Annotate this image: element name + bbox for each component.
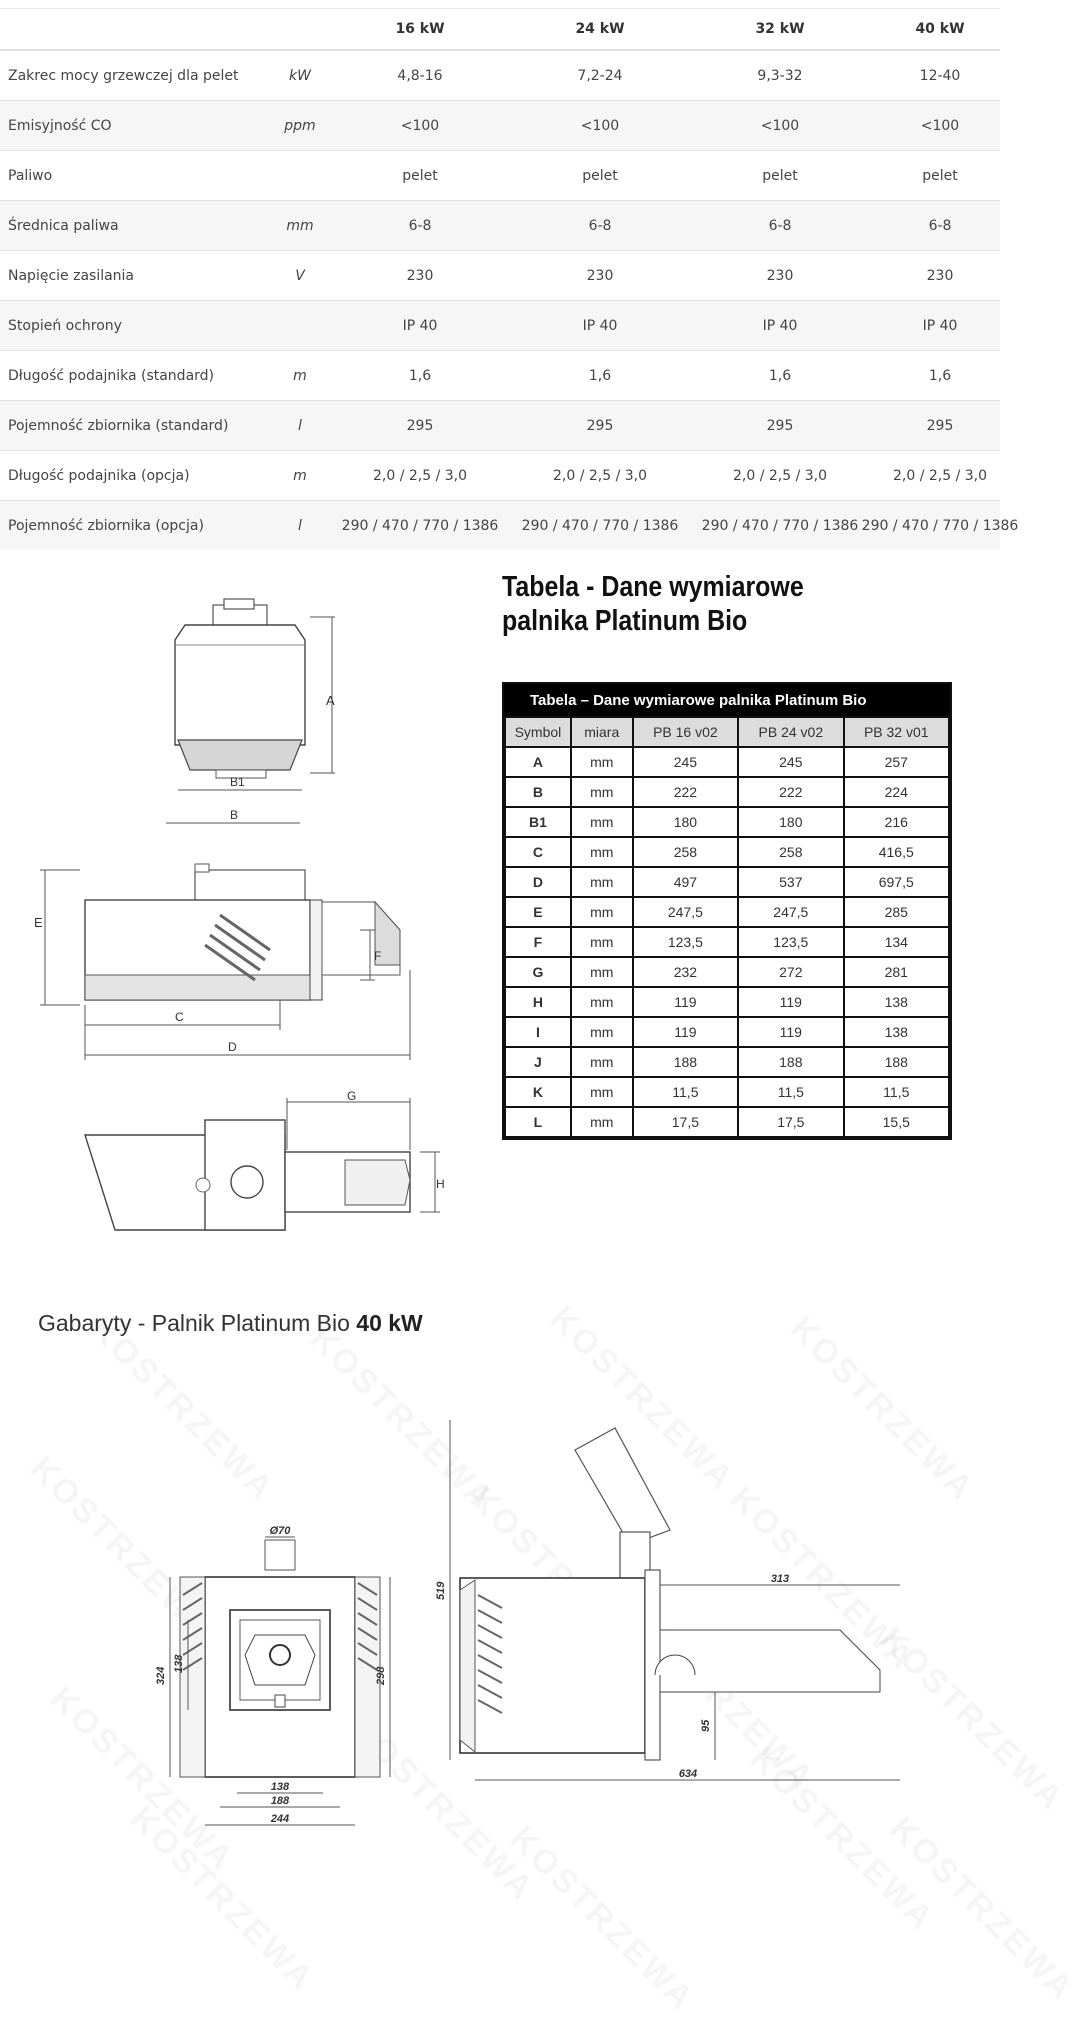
- spec-body: [0, 50, 1019, 550]
- dimension-value: 232: [633, 957, 738, 987]
- dimension-symbol: B: [505, 777, 571, 807]
- spec-value: 2,0 / 2,5 / 3,0: [732, 467, 828, 484]
- dimension-value: 258: [738, 837, 843, 867]
- spec-header: 16 kW: [395, 21, 445, 37]
- spec-value: <100: [760, 117, 800, 134]
- spec-unit: m: [293, 467, 307, 484]
- drawing-label: E: [34, 915, 43, 930]
- spec-parameter-name: Napięcie zasilania: [8, 267, 135, 284]
- dimension-row: [505, 987, 949, 1017]
- dimension-value: 17,5: [633, 1107, 738, 1137]
- dimension-symbol: C: [505, 837, 571, 867]
- dimension-value: 247,5: [738, 897, 843, 927]
- dimension-value: 216: [844, 807, 949, 837]
- spec-header-row: [0, 8, 1000, 50]
- dimension-value: 188: [738, 1047, 843, 1077]
- spec-row: [0, 200, 1000, 250]
- spec-parameter-name: Średnica paliwa: [8, 217, 119, 234]
- spec-row: [0, 50, 1000, 100]
- dimension-value: 180: [633, 807, 738, 837]
- dimension-value: 180: [738, 807, 843, 837]
- dimension-row: [505, 1047, 949, 1077]
- dimension-symbol: E: [505, 897, 571, 927]
- dimension-unit: mm: [571, 837, 633, 867]
- spec-value: 12-40: [919, 67, 961, 84]
- spec-value: 230: [926, 267, 954, 284]
- spec-value: IP 40: [762, 317, 798, 334]
- dimension-label: 95: [700, 1719, 712, 1732]
- spec-value: 295: [586, 417, 614, 434]
- spec-value: 6-8: [768, 217, 792, 234]
- dimension-label: 138: [270, 1781, 290, 1793]
- drawing-label: A: [326, 693, 335, 708]
- dimension-value: 15,5: [844, 1107, 949, 1137]
- spec-value: 6-8: [928, 217, 952, 234]
- spec-value: 1,6: [588, 367, 612, 384]
- spec-value: 230: [586, 267, 614, 284]
- spec-value: 2,0 / 2,5 / 3,0: [892, 467, 988, 484]
- spec-value: IP 40: [402, 317, 438, 334]
- dimension-symbol: J: [505, 1047, 571, 1077]
- dimension-value: 222: [738, 777, 843, 807]
- spec-header: 24 kW: [575, 21, 625, 37]
- dimension-unit: mm: [571, 927, 633, 957]
- drawing-label: D: [228, 1040, 237, 1054]
- spec-value: IP 40: [922, 317, 958, 334]
- dimension-value: 416,5: [844, 837, 949, 867]
- dimension-label: 244: [270, 1813, 290, 1825]
- dimension-value: 119: [633, 987, 738, 1017]
- dimension-column-header: PB 16 v02: [633, 717, 738, 747]
- dimension-row: [505, 807, 949, 837]
- spec-value: 2,0 / 2,5 / 3,0: [372, 467, 468, 484]
- dimension-value: 188: [633, 1047, 738, 1077]
- spec-value: 295: [406, 417, 434, 434]
- drawing-label: B1: [230, 775, 245, 789]
- spec-value: 6-8: [408, 217, 432, 234]
- dimension-value: 224: [844, 777, 949, 807]
- dimension-column-header: Symbol: [505, 717, 571, 747]
- burner-front-view-drawing: [150, 595, 350, 835]
- spec-unit: mm: [286, 217, 314, 234]
- dimension-symbol: A: [505, 747, 571, 777]
- spec-header: 40 kW: [915, 21, 965, 37]
- spec-row: [0, 250, 1000, 300]
- burner-40kw-side-drawing: [435, 1420, 920, 1810]
- spec-value: pelet: [762, 167, 798, 184]
- dimension-row: [505, 957, 949, 987]
- spec-value: 295: [766, 417, 794, 434]
- gabaryty-title-prefix: Gabaryty - Palnik Platinum Bio: [38, 1310, 357, 1336]
- dimension-label: 298: [375, 1666, 387, 1685]
- spec-parameter-name: Długość podajnika (opcja): [8, 467, 190, 484]
- spec-value: 9,3-32: [757, 67, 803, 84]
- watermark-text: [502, 1819, 702, 2019]
- dimension-value: 119: [738, 987, 843, 1017]
- spec-unit: [260, 151, 340, 200]
- dimension-unit: mm: [571, 1077, 633, 1107]
- dimension-row: [505, 927, 949, 957]
- gabaryty-title: [38, 1310, 423, 1337]
- spec-value: pelet: [402, 167, 438, 184]
- spec-unit: V: [295, 267, 305, 284]
- dimension-table-body: [505, 747, 949, 1137]
- dimension-symbol: H: [505, 987, 571, 1017]
- spec-value: pelet: [582, 167, 618, 184]
- spec-value: 7,2-24: [577, 67, 623, 84]
- dimension-row: [505, 777, 949, 807]
- spec-row: [0, 400, 1000, 450]
- dimension-label: 188: [270, 1795, 290, 1807]
- dimension-value: 697,5: [844, 867, 949, 897]
- spec-unit: kW: [289, 67, 311, 84]
- dimension-label: 519: [435, 1581, 447, 1600]
- spec-value: 6-8: [588, 217, 612, 234]
- dimension-unit: mm: [571, 867, 633, 897]
- dimension-value: 245: [633, 747, 738, 777]
- spec-value: 1,6: [408, 367, 432, 384]
- dimension-symbol: F: [505, 927, 571, 957]
- spec-table: [0, 0, 1019, 542]
- burner-side-view-drawing: [30, 860, 470, 1070]
- spec-value: 290 / 470 / 770 / 1386: [701, 517, 859, 534]
- dimension-unit: mm: [571, 1017, 633, 1047]
- spec-unit: l: [298, 517, 302, 534]
- spec-value: 290 / 470 / 770 / 1386: [521, 517, 679, 534]
- dimension-symbol: I: [505, 1017, 571, 1047]
- dimension-title-line2: palnika Platinum Bio: [502, 605, 748, 637]
- spec-value: <100: [580, 117, 620, 134]
- dimension-value: 247,5: [633, 897, 738, 927]
- dimension-unit: mm: [571, 897, 633, 927]
- spec-row: [0, 150, 1000, 200]
- spec-value: 1,6: [768, 367, 792, 384]
- dimension-symbol: L: [505, 1107, 571, 1137]
- dimension-row: [505, 837, 949, 867]
- dimension-value: 11,5: [633, 1077, 738, 1107]
- dimension-value: 11,5: [844, 1077, 949, 1107]
- spec-value: <100: [400, 117, 440, 134]
- spec-parameter-name: Zakrec mocy grzewczej dla pelet: [8, 67, 239, 84]
- spec-value: IP 40: [582, 317, 618, 334]
- dimension-value: 123,5: [738, 927, 843, 957]
- dimension-symbol: B1: [505, 807, 571, 837]
- dimension-value: 257: [844, 747, 949, 777]
- dimension-row: [505, 747, 949, 777]
- dimension-row: [505, 1077, 949, 1107]
- dimension-unit: mm: [571, 957, 633, 987]
- drawing-label: H: [436, 1177, 445, 1191]
- spec-parameter-name: Długość podajnika (standard): [8, 367, 215, 384]
- spec-value: 290 / 470 / 770 / 1386: [341, 517, 499, 534]
- dimension-value: 17,5: [738, 1107, 843, 1137]
- dimension-value: 138: [844, 1017, 949, 1047]
- drawing-label: B: [230, 808, 239, 822]
- spec-parameter-name: Stopień ochrony: [8, 317, 122, 334]
- dimension-row: [505, 1107, 949, 1137]
- spec-value: 290 / 470 / 770 / 1386: [861, 517, 1019, 534]
- spec-parameter-name: Paliwo: [8, 167, 53, 184]
- dimension-value: 11,5: [738, 1077, 843, 1107]
- dimension-label: 634: [678, 1768, 698, 1780]
- drawing-label: C: [175, 1010, 184, 1024]
- spec-unit: [260, 301, 340, 350]
- spec-value: <100: [920, 117, 960, 134]
- dimension-table: [502, 682, 952, 1140]
- dimension-value: 272: [738, 957, 843, 987]
- dimension-value: 138: [844, 987, 949, 1017]
- spec-unit: l: [298, 417, 302, 434]
- dimension-value: 119: [738, 1017, 843, 1047]
- dimension-label: 324: [155, 1666, 167, 1685]
- gabaryty-title-power: 40 kW: [356, 1310, 423, 1336]
- spec-value: 1,6: [928, 367, 952, 384]
- dimension-value: 119: [633, 1017, 738, 1047]
- spec-unit: ppm: [284, 117, 316, 134]
- dimension-unit: mm: [571, 1107, 633, 1137]
- dimension-title-line1: Tabela - Dane wymiarowe: [502, 571, 804, 603]
- spec-row: [0, 450, 1000, 500]
- dimension-value: 497: [633, 867, 738, 897]
- dimension-unit: mm: [571, 777, 633, 807]
- drawing-label: G: [347, 1089, 357, 1103]
- dimension-table-caption: Tabela – Dane wymiarowe palnika Platinum Bio: [504, 684, 950, 716]
- dimension-row: [505, 867, 949, 897]
- spec-value: 4,8-16: [397, 67, 443, 84]
- dimension-row: [505, 1017, 949, 1047]
- burner-40kw-front-drawing: [150, 1525, 410, 1835]
- dimension-table-header-row: [505, 717, 949, 747]
- dimension-title: [502, 570, 804, 638]
- spec-header: 32 kW: [755, 21, 805, 37]
- dimension-unit: mm: [571, 1047, 633, 1077]
- dimension-label: 138: [173, 1654, 185, 1673]
- dimension-symbol: D: [505, 867, 571, 897]
- dimension-value: 258: [633, 837, 738, 867]
- spec-value: 295: [926, 417, 954, 434]
- spec-row: [0, 500, 1019, 550]
- dimension-symbol: K: [505, 1077, 571, 1107]
- burner-top-view-drawing: [75, 1090, 465, 1240]
- dimension-symbol: G: [505, 957, 571, 987]
- spec-parameter-name: Pojemność zbiornika (standard): [8, 417, 229, 434]
- spec-value: 2,0 / 2,5 / 3,0: [552, 467, 648, 484]
- dimension-column-header: PB 24 v02: [738, 717, 843, 747]
- dimension-value: 281: [844, 957, 949, 987]
- dimension-value: 188: [844, 1047, 949, 1077]
- dimension-value: 134: [844, 927, 949, 957]
- dimension-value: 222: [633, 777, 738, 807]
- dimension-column-header: PB 32 v01: [844, 717, 949, 747]
- dimension-value: 245: [738, 747, 843, 777]
- spec-row: [0, 100, 1000, 150]
- dimension-value: 285: [844, 897, 949, 927]
- dimension-unit: mm: [571, 747, 633, 777]
- spec-unit: m: [293, 367, 307, 384]
- spec-row: [0, 350, 1000, 400]
- dimension-column-header: miara: [571, 717, 633, 747]
- dimension-unit: mm: [571, 987, 633, 1017]
- dimension-row: [505, 897, 949, 927]
- dimension-unit: mm: [571, 807, 633, 837]
- spec-value: pelet: [922, 167, 958, 184]
- spec-row: [0, 300, 1000, 350]
- watermark-text: [82, 1309, 282, 1509]
- dimension-label: 313: [770, 1573, 790, 1585]
- spec-value: 230: [766, 267, 794, 284]
- spec-parameter-name: Pojemność zbiornika (opcja): [8, 517, 204, 534]
- drawing-label: F: [374, 949, 382, 963]
- dimension-value: 123,5: [633, 927, 738, 957]
- spec-parameter-name: Emisyjność CO: [8, 117, 112, 134]
- spec-value: 230: [406, 267, 434, 284]
- dimension-value: 537: [738, 867, 843, 897]
- dimension-label: Ø70: [269, 1525, 291, 1537]
